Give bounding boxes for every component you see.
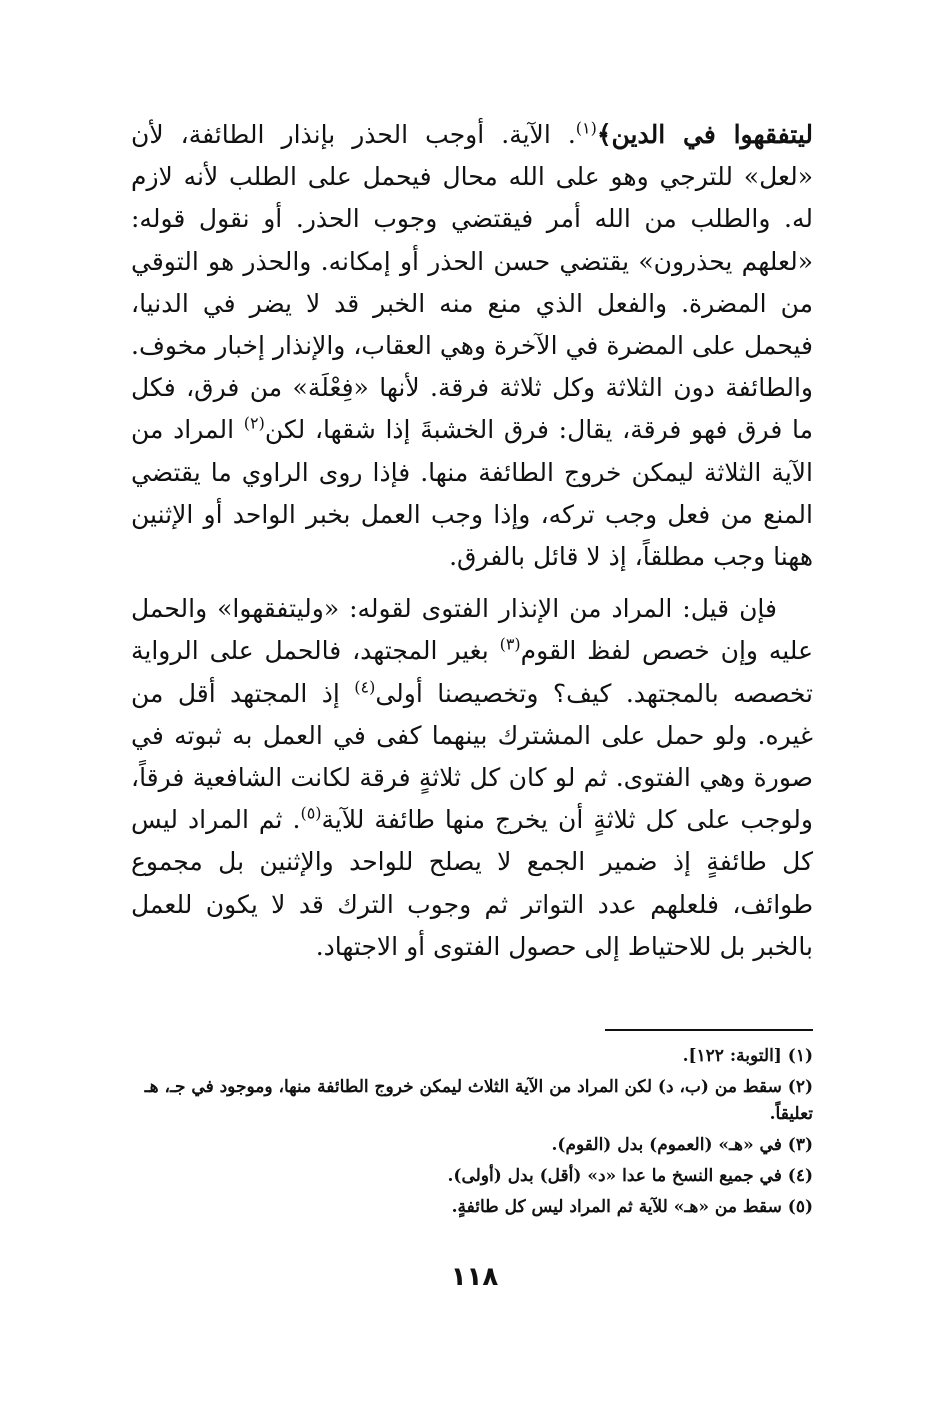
- footnote-2: [131, 1074, 813, 1128]
- footnote-5: [131, 1194, 813, 1221]
- footnote-text: في «هـ» (العموم) بدل (القوم).: [551, 1135, 782, 1155]
- footnote-ref-2: (٢): [243, 414, 265, 434]
- footnote-3: [131, 1132, 813, 1159]
- paragraph-1-text: . الآية. أوجب الحذر بإنذار الطائفة، لأن «لعل» للترجي وهو على الله محال فيحمل على الطلب لأنه لازم له. والطلب من الله أمر فيقتضي وجوب الحذر. أو نقول قوله: «لعلهم يحذرون» يقتضي حسن الحذر أو إمكانه. والحذر هو التوقي من المضرة. والفعل الذي منع منه الخبر قد لا يضر في الدنيا، فيحمل على المضرة في الآخرة وهي العقاب، والإنذار إخبار مخوف. والطائفة دون الثلاثة وكل ثلاثة فرقة. لأنها «فِعْلَة» من فرق، فكل ما فرق فهو فرقة، يقال: فرق الخشبةَ إذا شقها، لكن: [131, 120, 813, 445]
- paragraph-2-part-2: بغير المجتهد، فالحمل على الرواية تخصصه بالمجتهد. كيف؟ وتخصيصنا أولى: [131, 636, 813, 708]
- footnote-4: [131, 1163, 813, 1190]
- footnote-text: سقط من «هـ» للآية ثم المراد ليس كل طائفةٍ.: [451, 1197, 782, 1217]
- footnote-text: [التوبة: ١٢٢].: [682, 1046, 782, 1066]
- footnote-number: (٣): [787, 1135, 813, 1155]
- footnotes: [131, 1043, 813, 1225]
- paragraph-2-part-1: فإن قيل: المراد من الإنذار الفتوى لقوله: «وليتفقهوا» والحمل عليه وإن خصص لفظ القوم: [131, 594, 814, 666]
- paragraph-2: [131, 588, 813, 968]
- main-text: [131, 114, 813, 968]
- footnote-number: (٢): [787, 1077, 813, 1097]
- footnote-number: (٤): [787, 1166, 813, 1186]
- quranic-phrase: ليتفقهوا في الدين﴾: [596, 120, 813, 149]
- footnote-ref-3: (٣): [499, 635, 521, 655]
- paragraph-2-part-3: إذ المجتهد أقل من غيره. ولو حمل على المشترك بينهما كفى في العمل به ثبوته في صورة وهي الفتوى. ثم لو كان كل ثلاثةٍ فرقة لكانت الشافعية فرقاً، ولوجب على كل ثلاثةٍ أن يخرج منها طائفة للآية: [131, 678, 813, 835]
- footnote-ref-1: (١): [575, 118, 597, 138]
- footnote-text: في جميع النسخ ما عدا «د» (أقل) بدل (أولى).: [447, 1166, 782, 1186]
- footnote-1: [131, 1043, 813, 1070]
- footnote-text: سقط من (ب، د) لكن المراد من الآية الثلاث ليمكن خروج الطائفة منها، وموجود في جـ، هـ تعليقاً.: [144, 1077, 813, 1124]
- paragraph-2-part-4: . ثم المراد ليس كل طائفةٍ إذ ضمير الجمع لا يصلح للواحد والإثنين بل مجموع طوائف، فلعلهم عدد التواتر ثم وجوب الترك قد لا يكون للعمل بالخبر بل للاحتياط إلى حصول الفتوى أو الاجتهاد.: [131, 805, 813, 961]
- footnote-number: (١): [787, 1046, 813, 1066]
- footnote-separator: [605, 1029, 813, 1031]
- footnote-ref-4: (٤): [354, 677, 376, 697]
- footnote-ref-5: (٥): [300, 803, 322, 823]
- footnote-number: (٥): [787, 1197, 813, 1217]
- paragraph-1-text-cont: المراد من الآية الثلاثة ليمكن خروج الطائفة منها. فإذا روى الراوي ما يقتضي المنع من فعل وجب تركه، وإذا وجب العمل بخبر الواحد أو الإثنين ههنا وجب مطلقاً، إذ لا قائل بالفرق.: [131, 415, 813, 572]
- paragraph-1: [131, 114, 813, 578]
- page-number: ١١٨: [450, 1262, 499, 1292]
